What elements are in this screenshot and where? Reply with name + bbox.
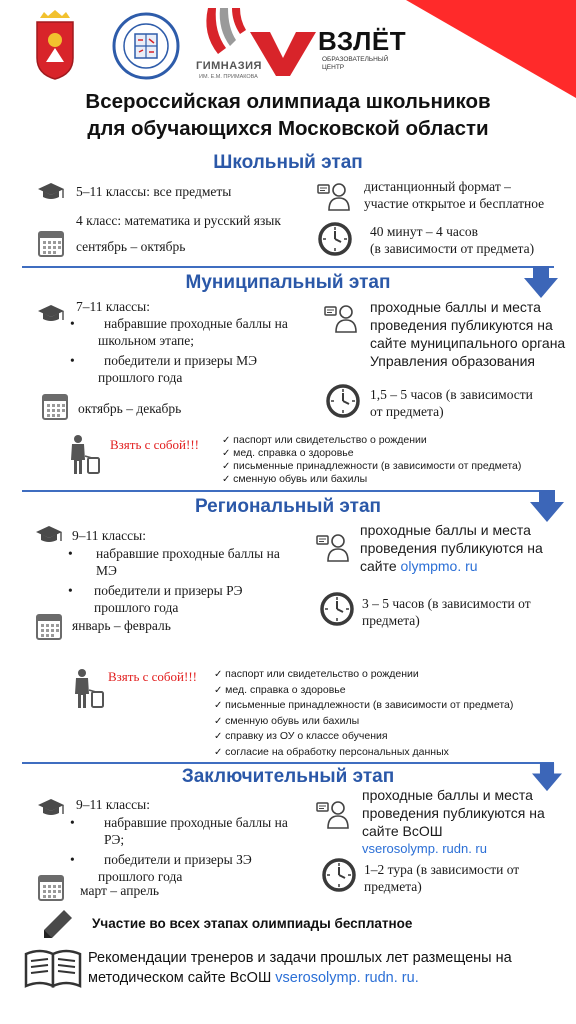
separator-2 <box>22 490 554 492</box>
calendar-icon <box>42 392 68 420</box>
regional-bullet1-line-2: МЭ <box>96 563 117 578</box>
municipal-publish-line-2: проведения публикуются на <box>370 317 553 333</box>
regional-duration-line-2: предмета) <box>362 613 420 628</box>
regional-stage-title: Региональный этап <box>194 496 381 517</box>
bring-item: ✓ письменные принадлежности (в зависимости от предмета) <box>222 460 521 473</box>
school-stage-title: Школьный этап <box>213 152 363 173</box>
graduation-cap-icon <box>36 796 66 818</box>
separator-1 <box>22 266 554 268</box>
regional-bullet2-line-1: победители и призеры РЭ <box>94 583 243 598</box>
calendar-icon <box>38 873 64 901</box>
school-duration-line-1: 40 минут – 4 часов <box>370 224 479 239</box>
final-stage-title: Заключительный этап <box>181 766 395 787</box>
clock-icon <box>318 222 352 256</box>
recommendations-line-2 <box>88 968 512 988</box>
regional-bullet2-line-2: прошлого года <box>94 600 179 615</box>
vzlet-subtitle-2: ЦЕНТР <box>322 64 345 71</box>
bullet-dot: • <box>70 815 75 830</box>
gimnazia-logo-icon <box>202 8 248 58</box>
municipal-bring-list <box>222 434 521 486</box>
final-bullet1-line-2: РЭ; <box>104 832 125 847</box>
final-duration-line-2: предмета) <box>364 879 422 894</box>
separator-3 <box>22 762 554 764</box>
graduation-cap-icon <box>36 302 66 324</box>
bullet-dot: • <box>70 852 75 867</box>
municipal-bullet2-line-1: победители и призеры МЭ <box>104 353 258 368</box>
regional-dates: январь – февраль <box>72 618 171 633</box>
person-chat-icon <box>316 798 350 830</box>
bullet-dot: • <box>70 353 75 368</box>
municipal-bullet1-line-1: набравшие проходные баллы на <box>104 316 288 331</box>
page-title <box>0 88 576 142</box>
calendar-icon <box>36 612 62 640</box>
municipal-publish-line-1: проходные баллы и места <box>370 299 541 315</box>
graduation-cap-icon <box>36 180 66 202</box>
clock-icon <box>322 858 356 892</box>
regional-publish-line-2: проведения публикуются на <box>360 540 543 556</box>
bring-item: ✓ согласие на обработку персональных данных <box>214 745 513 761</box>
municipal-duration-line-1: 1,5 – 5 часов (в зависимости <box>370 387 533 402</box>
vzlet-subtitle-1: ОБРАЗОВАТЕЛЬНЫЙ <box>322 56 389 63</box>
vzlet-name: ВЗЛЁТ <box>318 26 407 56</box>
final-publish-line-2: проведения публикуются на <box>362 805 545 821</box>
recommendations-prefix: методическом сайте ВсОШ <box>88 970 276 986</box>
header-red-corner <box>406 0 576 98</box>
bring-item: ✓ паспорт или свидетельство о рождении <box>222 434 521 447</box>
page-title-line-2: для обучающихся Московской области <box>87 117 489 140</box>
vserosolymp-method-link[interactable]: vserosolymp. rudn. ru. <box>275 970 419 986</box>
vzlet-logo-icon <box>250 28 316 78</box>
recommendations-text <box>88 948 512 988</box>
municipal-bullet1-line-2: школьном этапе; <box>98 333 195 348</box>
regional-publish-line-1: проходные баллы и места <box>360 522 531 538</box>
school-grades: 5–11 классы: все предметы <box>76 184 232 199</box>
regional-publish-prefix: сайте <box>360 558 401 574</box>
bring-item: ✓ письменные принадлежности (в зависимости от предмета) <box>214 698 513 714</box>
regional-grades: 9–11 классы: <box>72 528 146 543</box>
municipal-publish-line-4: Управления образования <box>370 353 535 369</box>
school-duration-line-2: (в зависимости от предмета) <box>370 241 535 256</box>
bullet-dot: • <box>68 583 73 598</box>
open-book-icon <box>24 948 82 988</box>
recommendations-line-1: Рекомендации тренеров и задачи прошлых лет размещены на <box>88 950 512 966</box>
bring-item: ✓ мед. справка о здоровье <box>222 447 521 460</box>
municipal-dates: октябрь – декабрь <box>78 401 182 416</box>
olympiad-emblem-icon <box>112 12 180 80</box>
traveler-luggage-icon <box>72 668 104 710</box>
page-title-line-1: Всероссийская олимпиада школьников <box>85 90 491 113</box>
pencil-icon <box>40 908 74 942</box>
municipal-publish-line-3: сайте муниципального органа <box>370 335 566 351</box>
final-bullet1-line-1: набравшие проходные баллы на <box>104 815 288 830</box>
regional-bring-list <box>214 667 513 760</box>
municipal-grades: 7–11 классы: <box>76 299 150 314</box>
person-chat-icon <box>316 531 350 563</box>
final-duration-line-1: 1–2 тура (в зависимости от <box>364 862 520 877</box>
final-bullet2-line-1: победители и призеры ЗЭ <box>104 852 252 867</box>
regional-bring-label: Взять с собой!!! <box>108 669 197 684</box>
olympmo-link[interactable]: olympmo. ru <box>400 558 478 574</box>
final-bullet2-line-2: прошлого года <box>98 869 183 884</box>
final-grades: 9–11 классы: <box>76 797 150 812</box>
bring-item: ✓ сменную обувь или бахилы <box>222 473 521 486</box>
free-participation-note: Участие во всех этапах олимпиады бесплатное <box>92 916 413 931</box>
bring-item: ✓ мед. справка о здоровье <box>214 683 513 699</box>
bring-item: ✓ справку из ОУ о классе обучения <box>214 729 513 745</box>
school-format-line-2: участие открытое и бесплатное <box>364 196 545 211</box>
moscow-oblast-coat-of-arms-icon <box>34 10 76 80</box>
bullet-dot: • <box>70 316 75 331</box>
final-dates: март – апрель <box>80 883 160 898</box>
bring-item: ✓ сменную обувь или бахилы <box>214 714 513 730</box>
final-publish-line-1: проходные баллы и места <box>362 787 533 803</box>
school-format-line-1: дистанционный формат – <box>364 179 511 194</box>
clock-icon <box>326 384 360 418</box>
municipal-bring-label: Взять с собой!!! <box>110 437 199 452</box>
person-chat-icon <box>317 180 351 212</box>
school-grade4: 4 класс: математика и русский язык <box>76 213 281 228</box>
graduation-cap-icon <box>34 523 64 545</box>
clock-icon <box>320 592 354 626</box>
bullet-dot: • <box>68 546 73 561</box>
bring-item: ✓ паспорт или свидетельство о рождении <box>214 667 513 683</box>
calendar-icon <box>38 229 64 257</box>
vserosolymp-link[interactable]: vserosolymp. rudn. ru <box>362 841 487 856</box>
person-chat-icon <box>324 302 358 334</box>
final-publish-line-3: сайте ВсОШ <box>362 823 443 839</box>
regional-publish-line-3 <box>360 557 478 575</box>
gimnazia-subtitle: ИМ. Е.М. ПРИМАКОВА <box>199 74 258 80</box>
school-dates: сентябрь – октябрь <box>76 239 186 254</box>
traveler-luggage-icon <box>68 434 100 476</box>
municipal-bullet2-line-2: прошлого года <box>98 370 183 385</box>
municipal-duration-line-2: от предмета) <box>370 404 444 419</box>
regional-bullet1-line-1: набравшие проходные баллы на <box>96 546 280 561</box>
regional-duration-line-1: 3 – 5 часов (в зависимости от <box>362 596 531 611</box>
municipal-stage-title: Муниципальный этап <box>185 272 391 293</box>
gimnazia-name: ГИМНАЗИЯ <box>196 60 262 72</box>
